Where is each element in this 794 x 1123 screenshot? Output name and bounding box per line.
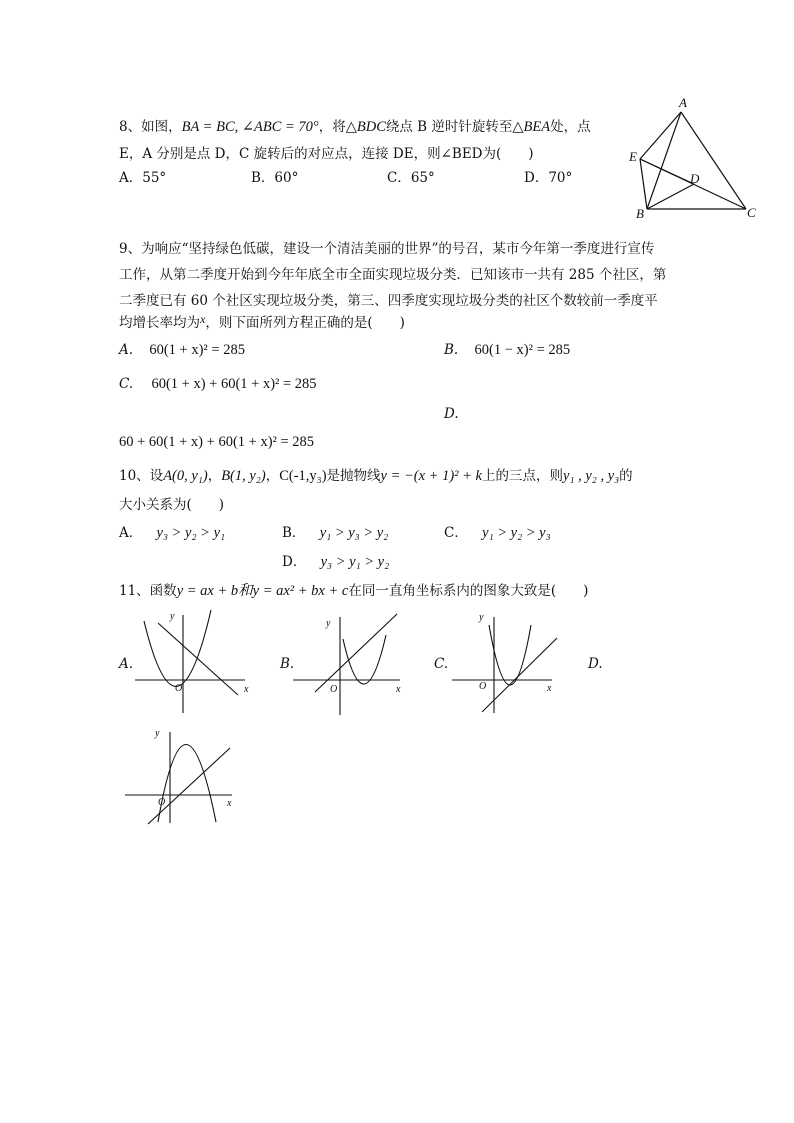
q10-option-b-expr: y₁ > y₃ > y₂ [319, 525, 389, 541]
q10-text-d: 的 [619, 468, 633, 484]
q9-option-c-label: C. [119, 376, 134, 392]
q11-graph-a [130, 607, 255, 717]
q10-option-a-expr: y₃ > y₂ > y₁ [156, 525, 226, 541]
q9-option-b [444, 341, 570, 359]
q9-option-a-equation: 60(1 + x)² = 285 [149, 342, 245, 358]
label-c: C [747, 205, 756, 220]
q8-option-c: C．65° [387, 170, 435, 186]
q11-graph-c [445, 607, 565, 717]
q9-line3: 二季度已有 60 个社区实现垃圾分类，第三、四季度实现垃圾分类的社区个数较前一季度平 [119, 293, 658, 309]
q8-text-c: 绕点 B 逆时针旋转至 [385, 119, 513, 135]
q9-option-a [119, 341, 245, 359]
y-axis-label: y [170, 611, 175, 622]
q10-option-b-label: B． [282, 525, 306, 541]
q11-label-c: C. [434, 656, 449, 672]
q9-option-a-label: A. [119, 342, 134, 358]
q10-text-b: 是抛物线 [326, 468, 381, 484]
segment-be [640, 159, 647, 209]
q10-point-b: B(1, y₂) [221, 468, 266, 484]
parabola-curve [158, 745, 216, 823]
q8-text-d: 处，点 [550, 119, 591, 135]
q11-label-b: B. [280, 656, 295, 672]
q9-option-d-equation: 60 + 60(1 + x) + 60(1 + x)² = 285 [119, 434, 315, 450]
y-axis-label: y [155, 728, 160, 739]
q10-line2: 大小关系为( ) [119, 497, 225, 513]
q10-option-a [119, 524, 225, 542]
parabola-curve [144, 610, 211, 686]
origin-label: O [158, 797, 166, 808]
q10-sep1: ， [207, 468, 222, 484]
q10-option-c-expr: y₁ > y₂ > y₃ [482, 525, 551, 541]
q10-parabola: y = −(x + 1)² + k [380, 468, 482, 484]
q11-functions: y = ax + b和y = ax² + bx + c [176, 583, 349, 599]
segment-ae [640, 112, 681, 159]
q8-text-b: ，将 [318, 119, 346, 135]
x-axis-label: x [227, 798, 232, 809]
q11-label-d: D. [588, 656, 603, 672]
label-e: E [629, 149, 637, 164]
y-axis-label: y [326, 618, 331, 629]
x-axis-label: x [547, 683, 552, 694]
q9-option-b-equation: 60(1 − x)² = 285 [474, 342, 571, 358]
q10-point-c: C(-1,y₃) [279, 468, 327, 484]
origin-label: O [175, 683, 183, 694]
q11-intro: 11、函数 [119, 583, 177, 599]
y-axis-label: y [479, 612, 484, 623]
q10-sep2: ， [265, 468, 280, 484]
q9-line4 [119, 314, 405, 332]
q9-option-c-equation: 60(1 + x) + 60(1 + x)² = 285 [151, 376, 317, 392]
q8-option-d: D．70° [524, 170, 573, 186]
q10-option-d-label: D． [282, 554, 307, 570]
q11-graph-b [288, 607, 413, 717]
q11-question: 在同一直角坐标系内的图象大致是( ) [348, 583, 589, 599]
q10-option-b [282, 524, 388, 542]
segment-ab [647, 112, 681, 209]
label-b: B [636, 206, 644, 221]
q8-intro: 8、如图， [119, 119, 182, 135]
q9-option-c [119, 375, 317, 393]
q8-option-b: B．60° [251, 170, 299, 186]
label-a: A [679, 95, 687, 110]
q8-triangle-bea: △BEA [512, 119, 551, 135]
q9-line4-question: ，则下面所列方程正确的是( ) [205, 315, 405, 331]
origin-label: O [479, 681, 487, 692]
q10-line1 [119, 467, 633, 485]
q10-option-a-label: A． [119, 525, 143, 541]
q10-intro: 10、设 [119, 468, 164, 484]
q10-vars: y₁ , y₂ , y₃ [562, 468, 620, 484]
q11-label-a: A. [119, 656, 134, 672]
q10-point-a: A(0, y₁) [163, 468, 208, 484]
q9-line2: 工作，从第二季度开始到今年年底全市全面实现垃圾分类．已知该市一共有 285 个社区，第 [119, 267, 667, 283]
q10-text-c: 上的三点，则 [481, 468, 563, 484]
q9-line4-text: 均增长率均为 [119, 315, 200, 331]
q8-triangle-figure [620, 92, 770, 224]
q8-line1 [119, 118, 591, 136]
q9-variable-x: x [200, 312, 206, 326]
q10-option-c-label: C． [444, 525, 468, 541]
q10-option-d [282, 553, 389, 571]
line-graph [148, 748, 230, 824]
parabola-curve [489, 625, 531, 685]
q10-option-c [444, 524, 551, 542]
x-axis-label: x [396, 684, 401, 695]
q8-line2: E，A 分别是点 D，C 旋转后的对应点，连接 DE，则∠BED为( ) [119, 146, 534, 162]
origin-label: O [330, 684, 338, 695]
q11-line1 [119, 582, 588, 600]
label-d: D [690, 171, 700, 186]
q9-option-b-label: B. [444, 342, 459, 358]
q8-condition: BA = BC, ∠ABC = 70° [181, 119, 319, 135]
q11-graph-d [122, 726, 247, 826]
q8-triangle-bdc: △BDC [345, 119, 386, 135]
q8-option-a: A．55° [119, 170, 167, 186]
x-axis-label: x [244, 684, 249, 695]
q10-option-d-expr: y₃ > y₁ > y₂ [320, 554, 390, 570]
q9-line1: 9、为响应“坚持绿色低碳，建设一个清洁美丽的世界”的号召，某市今年第一季度进行宣传 [119, 241, 655, 257]
q9-option-d-label: D. [444, 406, 459, 422]
segment-ac [681, 112, 746, 209]
